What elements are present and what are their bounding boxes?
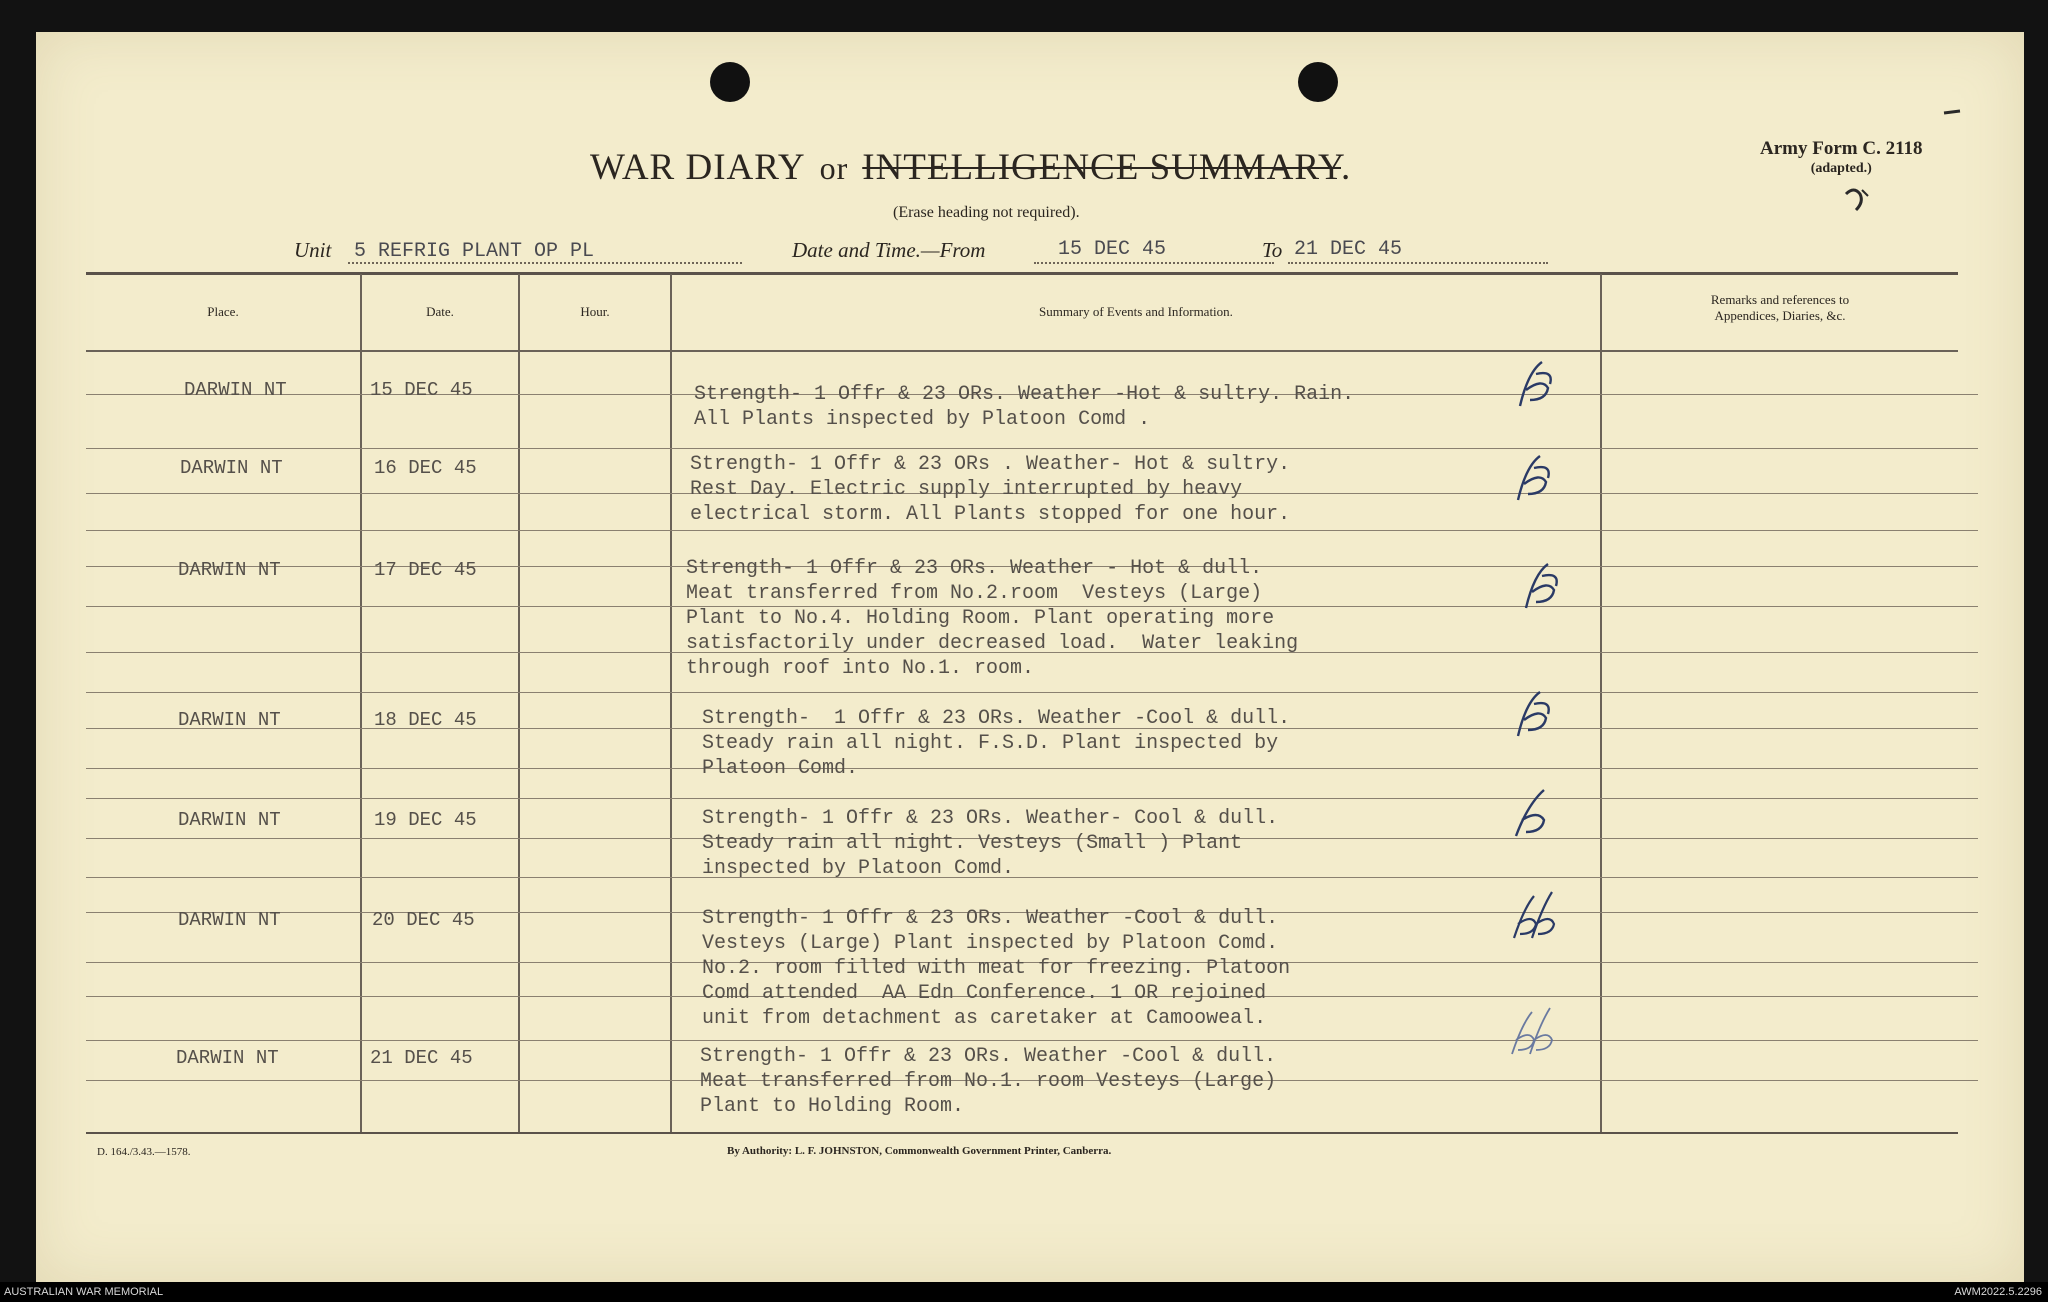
header-remarks-line-1: Remarks and references to: [1710, 292, 1850, 307]
pencil-initials-icon: [1502, 1002, 1558, 1064]
pencil-initials-icon: [1504, 448, 1560, 510]
entry-summary: Strength- 1 Offr & 23 ORs. Weather - Hot & dull. Meat transferred from No.2.room Vesteys (Large) Plant to No.4. Holding Room. Plant operating more satisfactorily under decreased load. Water leaking through roof into No.1. room.: [686, 557, 1299, 680]
corner-pencil-mark-icon: [1840, 182, 1876, 218]
entry-summary: Strength- 1 Offr & 23 ORs . Weather- Hot & sultry. Rest Day. Electric supply interrupted by heavy electrical storm. All Plants stopped for one hour.: [690, 453, 1291, 526]
title-or: or: [819, 150, 849, 186]
ruled-line: [86, 1040, 1978, 1041]
from-value: 15 DEC 45: [1058, 238, 1167, 261]
entry-date: 19 DEC 45: [374, 809, 477, 831]
war-diary-sheet: [36, 32, 2024, 1282]
col-divider-2: [518, 274, 520, 1132]
title-period: .: [1341, 147, 1352, 188]
from-dotted-line: [1034, 262, 1274, 264]
entry-date: 16 DEC 45: [374, 457, 477, 479]
date-label: Date and Time.—From: [792, 238, 986, 262]
pencil-initials-icon: [1506, 354, 1562, 416]
entry-summary: Strength- 1 Offr & 23 ORs. Weather- Cool & dull. Steady rain all night. Vesteys (Small ) Plant inspected by Platoon Comd.: [702, 807, 1279, 880]
army-form-number: Army Form C. 2118: [1760, 138, 1923, 159]
punch-hole-right: [1298, 62, 1338, 102]
pencil-initials-icon: [1504, 684, 1560, 746]
header-date: Date.: [426, 304, 454, 319]
form-subtitle: (Erase heading not required).: [893, 204, 1080, 221]
entry-place: DARWIN NT: [178, 559, 281, 581]
col-divider-1: [360, 274, 362, 1132]
to-value: 21 DEC 45: [1294, 238, 1403, 261]
ruled-line: [86, 448, 1978, 449]
entry-place: DARWIN NT: [178, 709, 281, 731]
pencil-initials-icon: [1504, 784, 1560, 846]
header-hour: Hour.: [580, 304, 610, 319]
entry-summary: Strength- 1 Offr & 23 ORs. Weather -Cool & dull. Meat transferred from No.1. room Vesteys (Large) Plant to Holding Room.: [700, 1045, 1277, 1118]
table-top-rule: [86, 272, 1958, 275]
entry-place: DARWIN NT: [184, 379, 287, 401]
header-summary: Summary of Events and Information.: [1039, 304, 1233, 319]
archive-name: AUSTRALIAN WAR MEMORIAL: [4, 1286, 164, 1298]
army-form-id: [1760, 138, 1923, 178]
army-form-adapted: (adapted.): [1810, 160, 1872, 176]
entry-date: 17 DEC 45: [374, 559, 477, 581]
col-divider-3: [670, 274, 672, 1132]
archive-caption-strip: [0, 1282, 2048, 1302]
to-dotted-line: [1288, 262, 1548, 264]
ruled-line: [86, 350, 1958, 352]
pencil-initials-icon: [1504, 886, 1560, 948]
entry-summary: Strength- 1 Offr & 23 ORs. Weather -Cool & dull. Steady rain all night. F.S.D. Plant inspected by Platoon Comd.: [702, 707, 1291, 780]
ruled-line: [86, 798, 1978, 799]
to-label: To: [1262, 238, 1283, 262]
punch-hole-left: [710, 62, 750, 102]
entry-place: DARWIN NT: [176, 1047, 279, 1069]
entry-summary: Strength- 1 Offr & 23 ORs. Weather -Cool & dull. Vesteys (Large) Plant inspected by Platoon Comd. No.2. room filled with meat for freezing. Platoon Comd attended AA Edn Conference. 1 OR rejoined unit from detachment as caretaker at Camooweal.: [702, 907, 1291, 1030]
entry-date: 20 DEC 45: [372, 909, 475, 931]
entry-place: DARWIN NT: [178, 809, 281, 831]
unit-value: 5 REFRIG PLANT OP PL: [354, 240, 595, 263]
entry-date: 15 DEC 45: [370, 379, 473, 401]
col-divider-4: [1600, 274, 1602, 1132]
title-struck: INTELLIGENCE SUMMARY: [862, 147, 1341, 188]
ruled-line: [86, 530, 1978, 531]
header-place: Place.: [207, 304, 239, 319]
unit-label: Unit: [294, 238, 332, 262]
printer-authority: By Authority: L. F. JOHNSTON, Commonwealth Government Printer, Canberra.: [727, 1145, 1112, 1157]
corner-tick-icon: [1942, 108, 1962, 116]
form-title: [590, 146, 1351, 189]
header-remarks-line-2: Appendices, Diaries, &c.: [1714, 308, 1846, 323]
entry-place: DARWIN NT: [180, 457, 283, 479]
entry-date: 21 DEC 45: [370, 1047, 473, 1069]
ruled-line: [86, 692, 1978, 693]
table-bottom-rule: [86, 1132, 1958, 1134]
entry-place: DARWIN NT: [178, 909, 281, 931]
archive-reference: AWM2022.5.2296: [1954, 1286, 2042, 1298]
form-print-code: D. 164./3.43.—1578.: [97, 1146, 191, 1158]
pencil-initials-icon: [1512, 556, 1568, 618]
title-main: WAR DIARY: [590, 147, 806, 188]
entry-date: 18 DEC 45: [374, 709, 477, 731]
entry-summary: Strength- 1 Offr & 23 ORs. Weather -Hot & sultry. Rain. All Plants inspected by Platoon Comd .: [694, 383, 1355, 431]
